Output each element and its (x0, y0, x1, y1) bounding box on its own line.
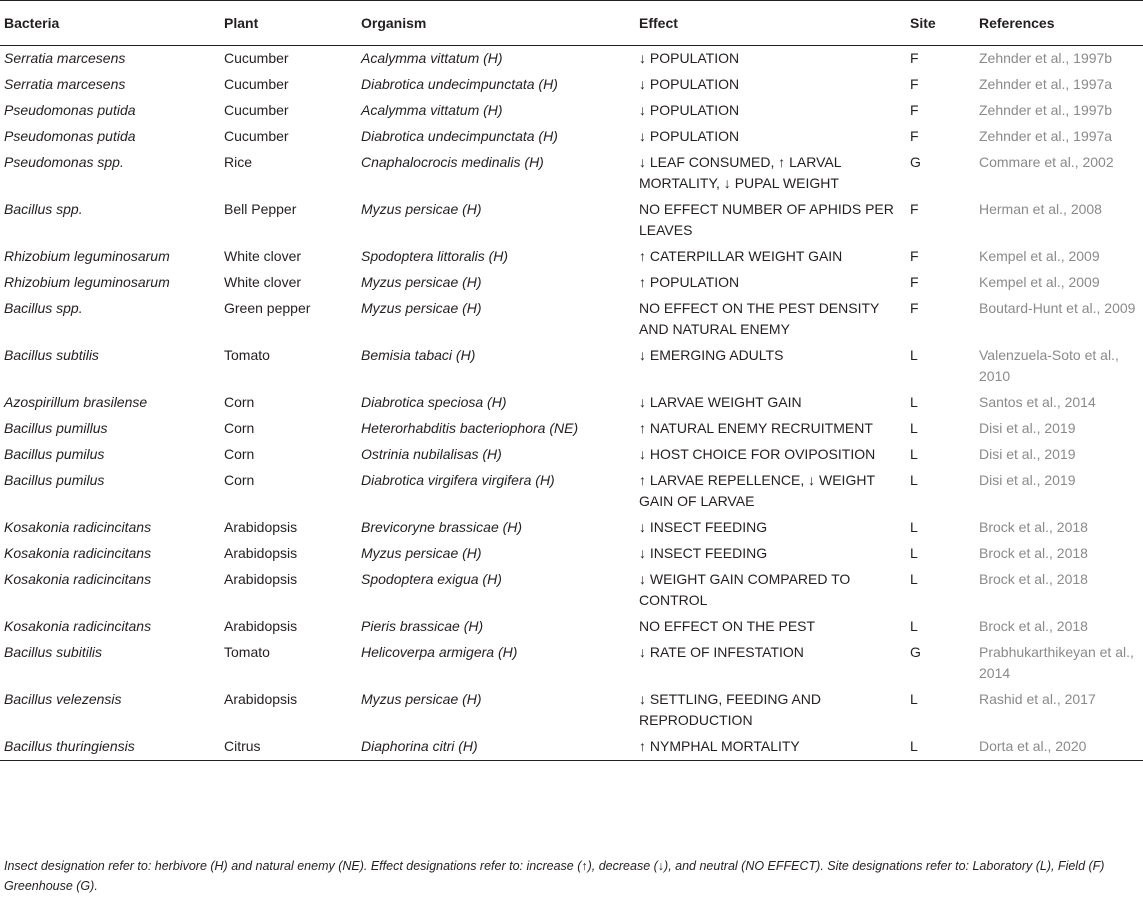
cell-reference: Brock et al., 2018 (979, 545, 1088, 561)
cell-plant: Cucumber (224, 128, 289, 144)
cell-site: F (910, 128, 919, 144)
cell-organism: Spodoptera exigua (H) (361, 571, 502, 587)
cell-reference: Herman et al., 2008 (979, 201, 1102, 217)
cell-organism: Myzus persicae (H) (361, 545, 482, 561)
cell-organism: Bemisia tabaci (H) (361, 347, 476, 363)
cell-effect: ↓ POPULATION (639, 50, 740, 66)
cell-site: F (910, 76, 919, 92)
table-footnote: Insect designation refer to: herbivore (H) and natural enemy (NE). Effect designations refer to: increase (↑), decrease (↓), and neutral (NO EFFECT). Site designations refer to: Laboratory (L), Field (F) Greenhouse (G). (4, 859, 1105, 893)
cell-effect: ↑ POPULATION (639, 274, 740, 290)
cell-bacteria: Kosakonia radicincitans (4, 571, 152, 587)
cell-site: L (910, 519, 918, 535)
cell-bacteria: Bacillus subitilis (4, 644, 103, 660)
cell-site: F (910, 201, 919, 217)
table-row (0, 244, 1143, 270)
table-row (0, 197, 1143, 244)
cell-plant: Corn (224, 420, 255, 436)
cell-bacteria: Bacillus pumilus (4, 446, 105, 462)
cell-plant: Arabidopsis (224, 519, 298, 535)
cell-site: L (906, 734, 975, 761)
cell-site: L (910, 571, 918, 587)
header-plant: Plant (220, 1, 357, 46)
cell-bacteria: Bacillus velezensis (4, 691, 122, 707)
cell-bacteria: Azospirillum brasilense (4, 394, 148, 410)
table-row (0, 390, 1143, 416)
cell-organism: Ostrinia nubilalisas (H) (361, 446, 502, 462)
cell-organism: Diaphorina citri (H) (357, 734, 635, 761)
cell-effect: ↓ POPULATION (639, 128, 740, 144)
cell-organism: Diabrotica undecimpunctata (H) (361, 128, 558, 144)
cell-bacteria: Rhizobium leguminosarum (4, 248, 170, 264)
header-references: References (975, 1, 1143, 46)
cell-bacteria: Kosakonia radicincitans (4, 545, 152, 561)
cell-organism: Spodoptera littoralis (H) (361, 248, 509, 264)
cell-plant: Cucumber (224, 50, 289, 66)
cell-site: L (910, 618, 918, 634)
cell-site: L (910, 347, 918, 363)
cell-organism: Diabrotica virgifera virgifera (H) (361, 472, 555, 488)
cell-reference: Zehnder et al., 1997b (979, 50, 1113, 66)
cell-reference: Kempel et al., 2009 (979, 274, 1100, 290)
cell-bacteria: Pseudomonas spp. (4, 154, 124, 170)
cell-plant: Corn (224, 472, 255, 488)
table-row (0, 150, 1143, 197)
cell-plant: Tomato (224, 347, 270, 363)
cell-site: F (910, 50, 919, 66)
cell-plant: Arabidopsis (224, 691, 298, 707)
cell-effect: ↓ POPULATION (639, 102, 740, 118)
header-bacteria: Bacteria (0, 1, 220, 46)
cell-site: F (910, 102, 919, 118)
cell-organism: Brevicoryne brassicae (H) (361, 519, 523, 535)
table-row (0, 541, 1143, 567)
cell-effect: NO EFFECT ON THE PEST DENSITY AND NATURAL ENEMY (639, 300, 880, 337)
cell-organism: Helicoverpa armigera (H) (361, 644, 518, 660)
cell-site: L (910, 420, 918, 436)
table-row (0, 98, 1143, 124)
cell-effect: ↓ SETTLING, FEEDING AND REPRODUCTION (639, 691, 822, 728)
cell-organism: Myzus persicae (H) (361, 201, 482, 217)
cell-effect: ↓ RATE OF INFESTATION (639, 644, 804, 660)
cell-bacteria: Kosakonia radicincitans (4, 618, 152, 634)
table-row (0, 640, 1143, 687)
cell-plant: Bell Pepper (224, 201, 297, 217)
cell-effect: ↓ EMERGING ADULTS (639, 347, 784, 363)
cell-plant: Tomato (224, 644, 270, 660)
table-row (0, 343, 1143, 390)
cell-plant: Corn (224, 446, 255, 462)
cell-site: L (910, 545, 918, 561)
cell-reference: Brock et al., 2018 (979, 519, 1088, 535)
cell-effect: NO EFFECT NUMBER OF APHIDS PER LEAVES (639, 201, 894, 238)
cell-organism: Myzus persicae (H) (361, 691, 482, 707)
cell-reference: Disi et al., 2019 (979, 420, 1076, 436)
cell-site: G (910, 644, 921, 660)
cell-site: F (910, 300, 919, 316)
cell-site: L (910, 446, 918, 462)
cell-site: L (910, 394, 918, 410)
cell-bacteria: Kosakonia radicincitans (4, 519, 152, 535)
cell-reference: Dorta et al., 2020 (975, 734, 1143, 761)
cell-bacteria: Bacillus subtilis (4, 347, 99, 363)
cell-bacteria: Serratia marcesens (4, 76, 126, 92)
table-row (0, 416, 1143, 442)
table-row (0, 124, 1143, 150)
cell-plant: Cucumber (224, 76, 289, 92)
table-row (0, 442, 1143, 468)
cell-site: F (910, 274, 919, 290)
cell-plant: Green pepper (224, 300, 311, 316)
cell-bacteria: Pseudomonas putida (4, 128, 136, 144)
cell-reference: Prabhukarthikeyan et al., 2014 (979, 644, 1134, 681)
cell-reference: Rashid et al., 2017 (979, 691, 1096, 707)
cell-bacteria: Bacillus pumilus (4, 472, 105, 488)
header-effect: Effect (635, 1, 906, 46)
table-row (0, 270, 1143, 296)
cell-plant: Arabidopsis (224, 571, 298, 587)
table-row (0, 614, 1143, 640)
cell-reference: Zehnder et al., 1997b (979, 102, 1113, 118)
cell-site: G (910, 154, 921, 170)
table-row (0, 46, 1143, 73)
table-row (0, 296, 1143, 343)
cell-bacteria: Bacillus spp. (4, 201, 83, 217)
cell-reference: Kempel et al., 2009 (979, 248, 1100, 264)
table-row (0, 468, 1143, 515)
cell-plant: White clover (224, 274, 302, 290)
cell-effect: ↓ WEIGHT GAIN COMPARED TO CONTROL (639, 571, 851, 608)
cell-reference: Valenzuela-Soto et al., 2010 (979, 347, 1119, 384)
table-row (0, 734, 1143, 761)
cell-plant: Citrus (220, 734, 357, 761)
cell-effect: ↓ LEAF CONSUMED, ↑ LARVAL MORTALITY, ↓ PUPAL WEIGHT (639, 154, 842, 191)
header-row (0, 1, 1143, 46)
table-row (0, 687, 1143, 734)
cell-effect: ↓ INSECT FEEDING (639, 519, 768, 535)
cell-organism: Diabrotica undecimpunctata (H) (361, 76, 558, 92)
cell-site: F (910, 248, 919, 264)
cell-reference: Boutard-Hunt et al., 2009 (979, 300, 1136, 316)
header-organism: Organism (357, 1, 635, 46)
cell-reference: Brock et al., 2018 (979, 618, 1088, 634)
cell-organism: Cnaphalocrocis medinalis (H) (361, 154, 544, 170)
cell-organism: Myzus persicae (H) (361, 274, 482, 290)
cell-bacteria: Bacillus spp. (4, 300, 83, 316)
cell-effect: ↑ LARVAE REPELLENCE, ↓ WEIGHT GAIN OF LARVAE (639, 472, 875, 509)
cell-plant: Cucumber (224, 102, 289, 118)
table-body (0, 46, 1143, 761)
cell-plant: Arabidopsis (224, 618, 298, 634)
cell-organism: Pieris brassicae (H) (361, 618, 484, 634)
cell-site: L (910, 472, 918, 488)
cell-plant: Arabidopsis (224, 545, 298, 561)
cell-organism: Heterorhabditis bacteriophora (NE) (361, 420, 579, 436)
cell-effect: ↓ HOST CHOICE FOR OVIPOSITION (639, 446, 876, 462)
cell-plant: White clover (224, 248, 302, 264)
cell-plant: Corn (224, 394, 255, 410)
cell-effect: ↓ POPULATION (639, 76, 740, 92)
cell-organism: Acalymma vittatum (H) (361, 102, 503, 118)
cell-bacteria: Pseudomonas putida (4, 102, 136, 118)
cell-reference: Disi et al., 2019 (979, 472, 1076, 488)
cell-plant: Rice (224, 154, 253, 170)
cell-organism: Myzus persicae (H) (361, 300, 482, 316)
cell-reference: Commare et al., 2002 (979, 154, 1114, 170)
cell-organism: Acalymma vittatum (H) (361, 50, 503, 66)
cell-effect: ↓ INSECT FEEDING (639, 545, 768, 561)
cell-bacteria: Bacillus pumillus (4, 420, 108, 436)
header-site: Site (906, 1, 975, 46)
cell-bacteria: Bacillus thuringiensis (0, 734, 220, 761)
cell-organism: Diabrotica speciosa (H) (361, 394, 507, 410)
cell-reference: Zehnder et al., 1997a (979, 76, 1113, 92)
cell-reference: Zehnder et al., 1997a (979, 128, 1113, 144)
cell-effect: ↓ LARVAE WEIGHT GAIN (639, 394, 802, 410)
table-row (0, 567, 1143, 614)
cell-site: L (910, 691, 918, 707)
cell-bacteria: Rhizobium leguminosarum (4, 274, 170, 290)
cell-effect: ↑ NYMPHAL MORTALITY (635, 734, 906, 761)
cell-bacteria: Serratia marcesens (4, 50, 126, 66)
cell-reference: Brock et al., 2018 (979, 571, 1088, 587)
cell-reference: Disi et al., 2019 (979, 446, 1076, 462)
cell-effect: NO EFFECT ON THE PEST (639, 618, 816, 634)
cell-effect: ↑ NATURAL ENEMY RECRUITMENT (639, 420, 873, 436)
cell-effect: ↑ CATERPILLAR WEIGHT GAIN (639, 248, 843, 264)
cell-reference: Santos et al., 2014 (979, 394, 1096, 410)
table-row (0, 72, 1143, 98)
table-row (0, 515, 1143, 541)
